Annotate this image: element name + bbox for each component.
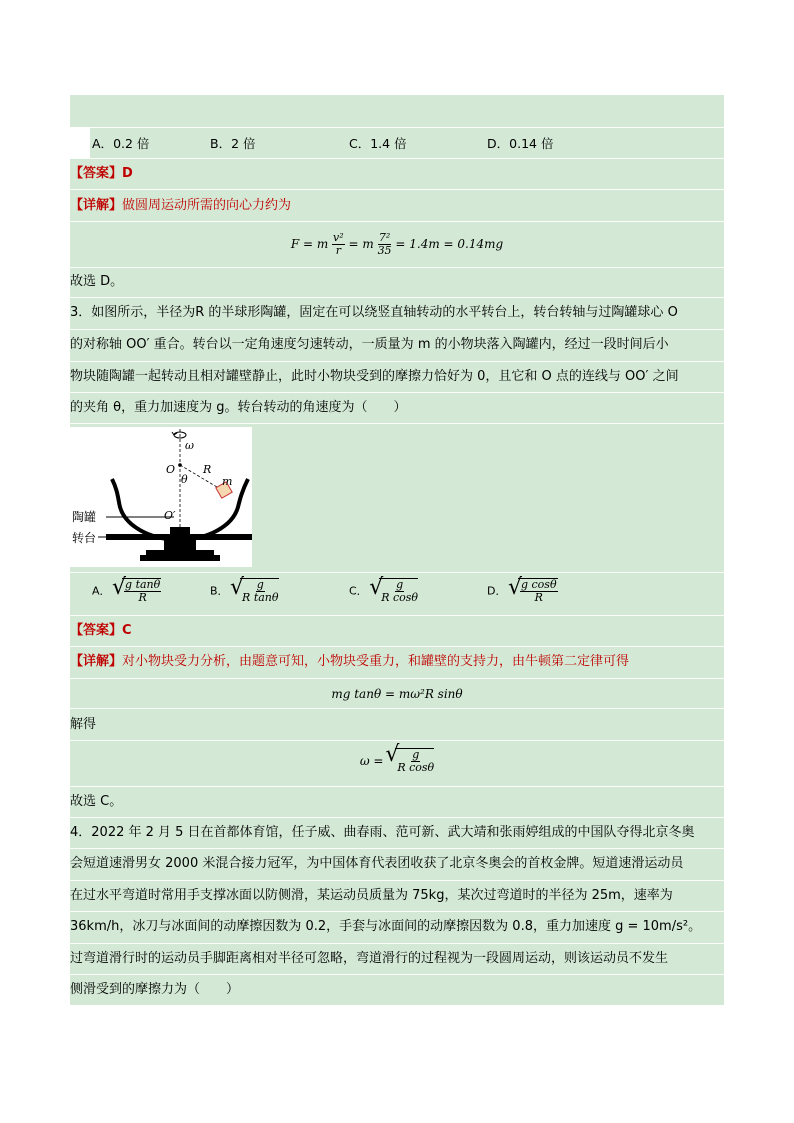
m-label: m bbox=[222, 475, 233, 488]
row-divider bbox=[70, 911, 724, 912]
r-label: R bbox=[203, 463, 212, 476]
q3-conclusion: 故选 C。 bbox=[70, 794, 123, 809]
row-divider bbox=[70, 943, 724, 944]
q3-option-a: A． √ $\frac{\text{g tanθ}}{R}$ bbox=[92, 578, 161, 604]
jar-label: 陶罐 bbox=[72, 510, 97, 524]
row-divider bbox=[70, 740, 724, 741]
q3-line-3: 物块随陶罐一起转动且相对罐壁静止，此时小物块受到的摩擦力恰好为 0，且它和 O 点的连线与 OO′ 之间 bbox=[70, 369, 679, 384]
row-divider bbox=[70, 817, 724, 818]
row-divider bbox=[70, 572, 724, 573]
q3-line-2: 的对称轴 OO′ 重合。转台以一定角速度匀速转动，一质量为 m 的小物块落入陶罐内，经过一段时间后小 bbox=[70, 337, 669, 352]
q4-line-1: 4．2022 年 2 月 5 日在首都体育馆，任子威、曲春雨、范可新、武大靖和张雨婷组成的中国队夺得北京冬奥 bbox=[70, 825, 695, 840]
q4-line-6: 侧滑受到的摩擦力为（ ） bbox=[70, 982, 240, 997]
row-divider bbox=[70, 267, 724, 268]
q2-option-b: B．2 倍 bbox=[210, 136, 256, 151]
row-divider bbox=[70, 423, 724, 424]
q2-detail: 【详解】做圆周运动所需的向心力约为 bbox=[70, 198, 292, 213]
q3-line-1: 3．如图所示，半径为R 的半球形陶罐，固定在可以绕竖直轴转动的水平转台上，转台转轴与过陶罐球心 O bbox=[70, 305, 678, 320]
o-label: O bbox=[166, 463, 176, 476]
q3-solve: 解得 bbox=[70, 717, 97, 732]
row-divider bbox=[70, 189, 724, 190]
q2-answer: 【答案】D bbox=[70, 166, 133, 181]
row-divider bbox=[70, 786, 724, 787]
row-divider bbox=[70, 615, 724, 616]
row-divider bbox=[70, 297, 724, 298]
row-divider bbox=[70, 646, 724, 647]
turntable-label: 转台 bbox=[72, 531, 97, 545]
row-divider bbox=[70, 678, 724, 679]
row-divider bbox=[70, 221, 724, 222]
q4-line-5: 过弯道滑行时的运动员手脚距离相对半径可忽略，弯道滑行的过程视为一段圆周运动，则该运动员不发生 bbox=[70, 951, 669, 966]
q3-option-d: D． √ $\frac{\text{g cosθ}}{R}$ bbox=[487, 578, 558, 604]
q3-option-c: C． √ $\frac{g}{\text{R cosθ}}$ bbox=[349, 578, 418, 604]
q3-figure bbox=[70, 427, 252, 567]
q4-line-3: 在过水平弯道时常用手支撑冰面以防侧滑，某运动员质量为 75kg，某次过弯道时的半径为 25m，速率为 bbox=[70, 888, 673, 903]
theta-label: θ bbox=[181, 473, 188, 486]
row-divider bbox=[70, 708, 724, 709]
q4-line-2: 会短道速滑男女 2000 米混合接力冠军，为中国体育代表团收获了北京冬奥会的首枚金牌。短道速滑运动员 bbox=[70, 856, 684, 871]
q2-option-d: D．0.14 倍 bbox=[487, 136, 554, 151]
row-divider bbox=[70, 880, 724, 881]
row-divider bbox=[70, 127, 724, 128]
row-divider bbox=[70, 974, 724, 975]
row-divider bbox=[70, 848, 724, 849]
center-point bbox=[178, 463, 182, 467]
row-divider bbox=[70, 392, 724, 393]
q3-line-4: 的夹角 θ，重力加速度为 g。转台转动的角速度为（ ） bbox=[70, 400, 407, 415]
o-prime-label: O′ bbox=[164, 509, 176, 522]
omega-label: ω bbox=[185, 439, 194, 452]
bowl-turntable-diagram bbox=[70, 427, 252, 567]
q2-conclusion: 故选 D。 bbox=[70, 274, 124, 289]
q3-formula-1: mg tanθ = mω²R sinθ bbox=[331, 687, 463, 701]
notch bbox=[70, 127, 90, 158]
q2-option-a: A．0.2 倍 bbox=[92, 136, 150, 151]
row-divider bbox=[70, 158, 724, 159]
q4-line-4: 36km/h，冰刀与冰面间的动摩擦因数为 0.2，手套与冰面间的动摩擦因数为 0.8，重力加速度 g = 10m/s²。 bbox=[70, 919, 702, 934]
row-divider bbox=[70, 329, 724, 330]
q2-option-c: C．1.4 倍 bbox=[349, 136, 407, 151]
q3-formula-2: ω = √ $\frac{g}{\text{R cosθ}}$ bbox=[70, 748, 724, 774]
q2-formula: F = m $\frac{\text{v²}}{r}$ = m $\frac{\text{7²}}{35}$ = 1.4m = 0.14mg bbox=[290, 231, 504, 257]
turntable-stand bbox=[164, 540, 196, 550]
q3-detail: 【详解】对小物块受力分析，由题意可知，小物块受重力，和罐壁的支持力，由牛顿第二定律可得 bbox=[70, 654, 630, 669]
q3-option-b: B． √ $\frac{g}{\text{R tanθ}}$ bbox=[210, 578, 279, 604]
row-divider bbox=[70, 361, 724, 362]
q3-answer: 【答案】C bbox=[70, 623, 132, 638]
